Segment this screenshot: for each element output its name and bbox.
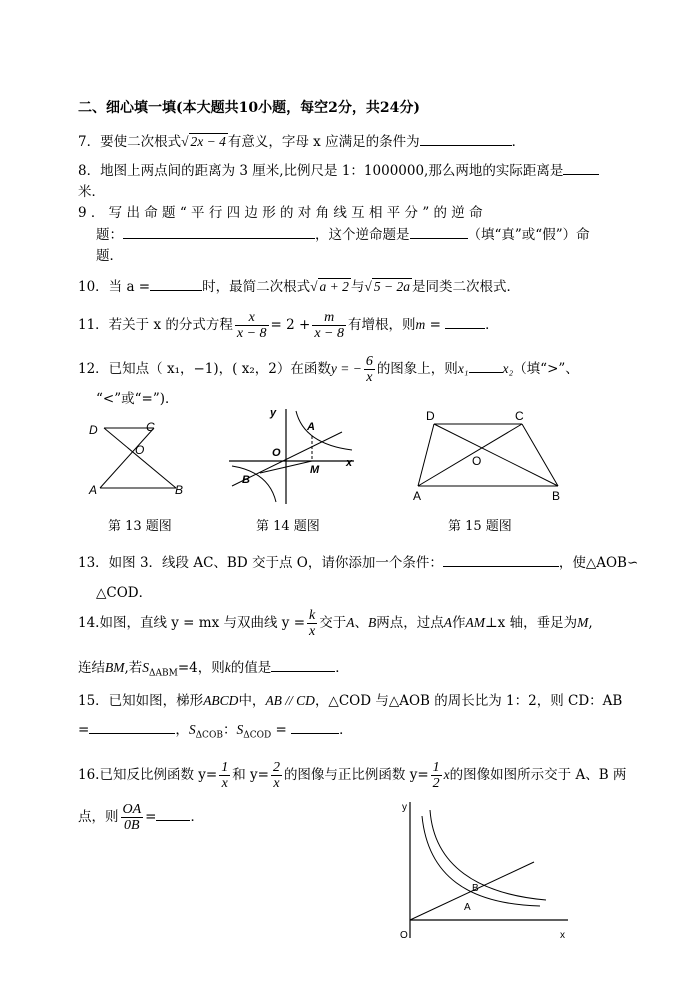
svg-text:A: A [89,483,98,497]
question-10: 10．当 a = 时，最简二次根式√ a + 2 与√ 5 − 2a 是同类二次根式． [78,279,520,295]
question-14-cont: 连结BM,若$S_{\Delta ABM}=4$，则k的值是 ． [78,660,349,679]
svg-text:D: D [89,423,98,437]
svg-text:A: A [413,489,422,503]
svg-text:y: y [270,407,277,419]
svg-text:y: y [402,802,407,813]
svg-text:x: x [346,457,353,469]
svg-text:O: O [135,443,145,457]
answer-blank-q10[interactable] [150,278,202,291]
figure-13 [86,418,196,500]
question-16-cont: 点，则 $\frac{OA}{0B}$ = ． [78,802,204,833]
question-11: 11．若关于 x 的分式方程 $\frac{x}{x - 8}$ = 2 + $\frac{m}{x - 8}$ 有增根，则m = ． [78,310,499,341]
answer-blank-q11[interactable] [445,316,485,329]
svg-text:x: x [560,930,565,941]
svg-text:A: A [464,902,471,913]
fraction-q11b: $\frac{m}{x - 8}$ [314,310,345,341]
svg-text:A: A [307,421,315,433]
answer-blank-q13[interactable] [443,554,559,567]
question-8-cont: 米． [78,184,105,200]
svg-text:D: D [426,409,435,423]
caption-fig14: 第 14 题图 [256,519,320,534]
figure-16 [388,796,578,946]
radical-q7: √ 2x − 4 [181,134,226,149]
figure-15 [410,408,570,504]
figure-14 [224,406,364,506]
answer-blank-q16[interactable] [156,808,190,821]
question-9-cont: 题： ，这个逆命题是 （填“真”或“假”）命 [96,227,590,243]
answer-blank-q15b[interactable] [291,721,339,734]
svg-text:C: C [515,409,524,423]
answer-blank-q14[interactable] [271,659,335,672]
fraction-q11a: $\frac{x}{x - 8}$ [236,310,267,341]
svg-text:B: B [472,883,479,894]
question-8: 8．地图上两点间的距离为 3 厘米,比例尺是 1：1000000,那么两地的实际距离是 [78,162,599,180]
svg-text:B: B [242,474,250,486]
answer-blank-q8[interactable] [563,162,599,175]
svg-text:M: M [310,464,320,476]
caption-fig15: 第 15 题图 [448,519,512,534]
question-12-cont: “<”或“=”)． [96,391,179,407]
section-title: 二、细心填一填(本大题共10小题，每空2分，共24分) [78,100,420,116]
svg-text:C: C [146,420,155,434]
answer-blank-q15a[interactable] [89,721,175,734]
question-15: 15．已知如图，梯形ABCD中，AB // CD，△COD 与△AOB 的周长比为 1：2，则 CD：AB [78,693,623,709]
answer-blank-q9b[interactable] [410,226,468,239]
question-16: 16.已知反比例函数 y= $\frac{1}{x}$ 和 y= $\frac{2}{x}$ 的图像与正比例函数 y= $\frac{1}{2}$ x的图像如图所示交于 A、B 两 [78,760,627,791]
question-12: 12．已知点（ x₁，−1)，( x₂，2）在函数y = − $\frac{6}{x}$ 的图象上，则x₁ x₂（填“>”、 [78,354,579,385]
question-9-cont2: 题． [96,248,123,264]
svg-text:O: O [472,454,482,468]
answer-blank-q9a[interactable] [123,226,315,239]
question-14: 14.如图，直线 y = mx 与双曲线 y = $\frac{k}{x}$ 交于A、B两点，过点A作AM⊥x 轴，垂足为M, [78,608,593,639]
question-7: 7．要使二次根式√ 2x − 4 有意义，字母 x 应满足的条件为 ． [78,134,526,150]
question-9: 9 ． 写 出 命 题 “ 平 行 四 边 形 的 对 角 线 互 相 平 分 ” 的 逆 命 [78,205,483,221]
answer-blank-q12[interactable] [469,360,503,373]
answer-blank-q7[interactable] [420,133,512,146]
caption-fig13: 第 13 题图 [108,519,172,534]
svg-text:B: B [552,489,561,503]
svg-text:O: O [272,447,281,459]
question-15-cont: = ，$S_{\Delta COB}$：$S_{\Delta COD}$ = ． [78,722,353,741]
question-13: 13．如图 3．线段 AC、BD 交于点 O，请你添加一个条件： ，使△AOB∽ [78,555,639,571]
question-13-cont: △COD． [96,585,153,601]
svg-text:O: O [400,930,408,941]
svg-text:B: B [175,483,184,497]
